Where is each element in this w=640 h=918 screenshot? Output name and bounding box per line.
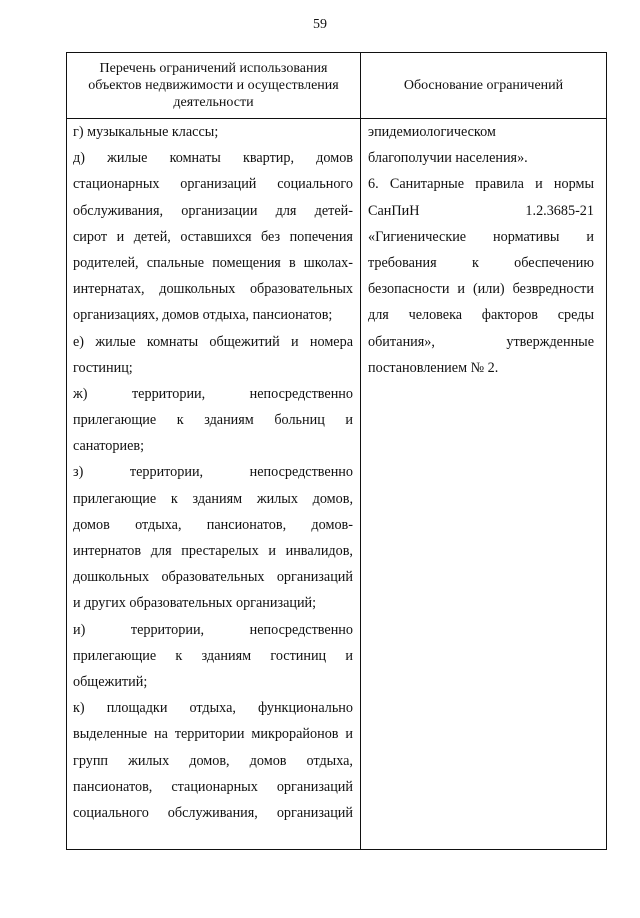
restrictions-column [73,119,353,826]
word: отдыха, [306,752,353,769]
word: комнаты [169,150,221,167]
header-left-line: деятельности [173,95,254,110]
word: образовательных [249,281,353,298]
word: и [291,333,299,350]
header-left-line: объектов недвижимости и осуществления [88,78,339,93]
restriction-line [73,459,353,485]
word: и [586,228,594,245]
word: прилегающие [73,412,157,429]
word: безопасности [368,281,450,298]
justification-line [368,329,594,355]
restriction-line [73,512,353,538]
word: к [176,412,184,429]
word: квартир, [242,150,295,167]
word: зданиям [192,490,243,507]
word: обеспечению [514,254,594,271]
word: пансионатов, [206,516,287,533]
word: и) [73,621,86,638]
word: и [345,726,353,743]
word: территории, [130,621,205,638]
justification-line [368,276,594,302]
word: и [345,412,353,429]
word: номера [309,333,353,350]
word: жилые [107,150,148,167]
word: среды [557,307,594,324]
restriction-line [73,250,353,276]
justification-line [368,302,594,328]
restriction-line [73,486,353,512]
restriction-line [73,774,353,800]
word: прилегающие [73,647,157,664]
word: е) [73,333,85,350]
restriction-line: общежитий; [73,673,148,690]
word: отдыха, [135,516,182,533]
word: обслуживания, [73,202,164,219]
word: функционально [258,700,353,717]
word: стационарных [171,778,258,795]
restriction-line: г) музыкальные классы; [73,124,219,140]
word: без [260,228,281,245]
word: дошкольных [73,569,150,586]
word: непосредственно [249,464,353,481]
word: оставшихся [180,228,252,245]
word: 1.2.3685-21 [525,202,594,219]
word: родителей, [73,254,139,271]
header-left [67,53,360,118]
word: «Гигиенические [368,228,467,245]
word: помещения [212,254,281,271]
word: зданиям [201,647,252,664]
word: з) [73,464,84,481]
word: жилые [95,333,136,350]
word: групп [73,752,109,769]
word: интернатах, [73,281,145,298]
word: домов [249,752,287,769]
word: для [150,543,172,559]
word: для [275,202,297,219]
word: комнаты [146,333,199,350]
word: территории, [131,385,206,402]
justification-line: эпидемиологическом [368,124,496,140]
word: престарелых [181,543,259,559]
word: социального [73,804,149,821]
word: обслуживания, [167,804,258,821]
word: домов [73,516,110,533]
justification-column [368,119,594,381]
restriction-line: санаториев; [73,438,145,455]
restriction-line [73,748,353,774]
restriction-line [73,643,353,669]
restriction-line [73,329,353,355]
word: в [288,254,296,271]
word: для [368,307,389,324]
word: больниц [274,412,325,429]
word: непосредственно [249,621,353,638]
word: пансионатов, [73,778,153,795]
restriction-line: гостиниц; [73,359,133,376]
word: 6. [368,176,379,193]
word: к [175,647,183,664]
header-right: Обоснование ограничений [403,78,564,93]
word: безвредности [512,281,594,298]
word: стационарных [73,176,160,193]
restrictions-table [66,52,607,850]
word: общежитий [209,333,280,350]
word: гостиниц [270,647,327,664]
word: д) [73,150,85,167]
word: школах- [303,254,353,271]
word: утвержденные [506,333,594,350]
word: территории, [129,464,204,481]
word: к [471,254,479,271]
word: и [345,647,353,664]
word: на [154,726,168,743]
word: детей- [314,202,353,219]
word: организаций [180,176,257,193]
page-number: 59 [313,17,327,32]
word: детей, [133,228,171,245]
restriction-line [73,695,353,721]
restriction-line [73,276,353,302]
word: обитания», [368,333,435,350]
restriction-line [73,407,353,433]
restriction-line [73,171,353,197]
restriction-line [73,538,353,564]
word: выделенные [73,726,148,743]
word: нормативы [493,228,560,245]
word: к) [73,700,85,717]
restriction-line [73,224,353,250]
word: непосредственно [249,385,353,402]
justification-line [368,171,594,197]
restriction-line [73,145,353,171]
word: жилых [128,752,170,769]
word: организации [181,202,258,219]
word: Санитарные [389,176,464,193]
word: требования [368,254,437,271]
word: и [268,543,276,559]
word: домов [316,150,353,167]
restriction-line: и других образовательных организаций; [73,595,317,612]
word: организаций [276,804,353,821]
word: домов- [311,516,353,533]
restriction-line [73,617,353,643]
word: отдыха, [189,700,236,717]
restriction-line [73,564,353,590]
restriction-line [73,198,353,224]
word: человека [408,307,463,324]
word: (или) [472,281,505,298]
justification-line [368,224,594,250]
word: дошкольных [159,281,236,298]
word: организаций [276,569,353,586]
word: сирот [73,228,108,245]
word: домов, [312,490,353,507]
word: прилегающие [73,490,157,507]
word: правила [475,176,524,193]
restriction-line: организациях, домов отдыха, пансионатов; [73,307,333,324]
word: и [116,228,125,245]
word: СанПиН [368,202,420,219]
word: образовательных [161,569,265,586]
word: домов, [189,752,230,769]
word: интернатов [73,543,142,559]
column-divider [360,53,361,849]
word: к [170,490,178,507]
justification-line [368,250,594,276]
word: организаций [276,778,353,795]
restriction-line [73,800,353,826]
word: территории [174,726,245,743]
word: и [457,281,465,298]
word: нормы [553,176,594,193]
restriction-line [73,381,353,407]
justification-line: постановлением № 2. [368,359,499,376]
restriction-line [73,721,353,747]
word: жилых [256,490,298,507]
word: инвалидов, [285,543,353,559]
word: ж) [73,385,88,402]
justification-line: благополучии населения». [368,150,528,167]
word: зданиям [204,412,254,429]
word: площадки [106,700,168,717]
justification-line [368,198,594,224]
word: спальные [146,254,205,271]
word: социального [277,176,353,193]
word: и [535,176,543,193]
word: микрорайонов [251,726,339,743]
header-left-line: Перечень ограничений использования [99,61,328,76]
word: попечения [289,228,353,245]
word: факторов [481,307,538,324]
